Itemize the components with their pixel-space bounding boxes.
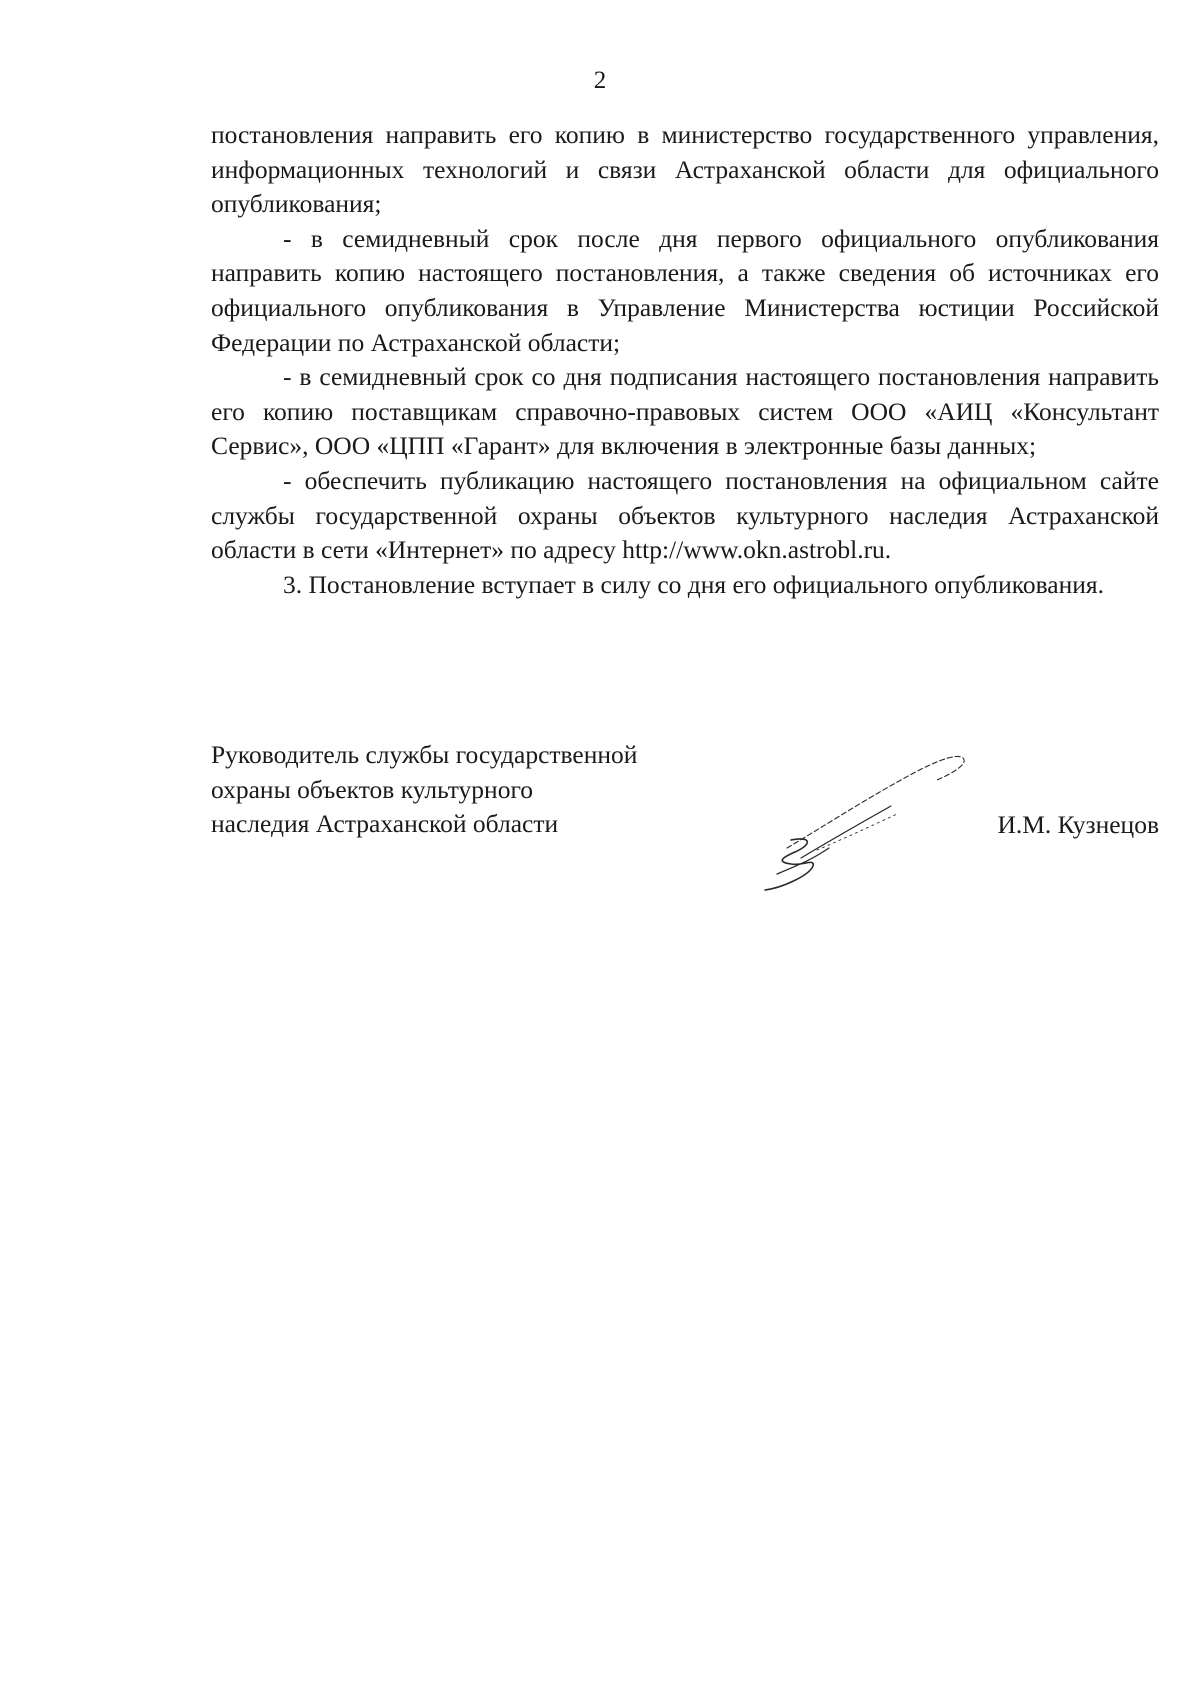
paragraph-effective-date: 3. Постановление вступает в силу со дня его официального опубликования. [283,569,1104,599]
paragraph-legal-systems: - в семидневный срок со дня подписания настоящего постановления направить его копию поставщикам справочно-правовых систем ООО «АИЦ «Консультант Сервис», ООО «ЦПП «Гарант» для включения в электронные базы данных; [211,362,1159,461]
paragraph-continuation: постановления направить его копию в министерство государственного управления, информационных технологий и связи Астраханской области для официального опубликования; [211,120,1159,219]
signer-name: И.М. Кузнецов [997,810,1159,839]
paragraph-website-publication: - обеспечить публикацию настоящего постановления на официальном сайте службы государственной охраны объектов культурного наследия Астраханской области в сети «Интернет» по адресу http://www.okn.astrobl.ru. [211,465,1159,565]
signer-position-line: охраны объектов культурного [211,774,534,804]
signer-position-line: наследия Астраханской области [211,809,559,839]
body-text [211,118,1159,602]
signer-position-line: Руководитель службы государственной [211,740,638,769]
signer-position [211,738,731,842]
page-number: 2 [593,67,607,94]
handwritten-signature-icon [751,740,971,895]
signature-block [211,738,1159,898]
paragraph-justice-ministry: - в семидневный срок после дня первого официального опубликования направить копию настоящего постановления, а также сведения об источниках его официального опубликования в Управление Министерства юстиции Российской Федерации по Астраханской области; [211,223,1159,357]
